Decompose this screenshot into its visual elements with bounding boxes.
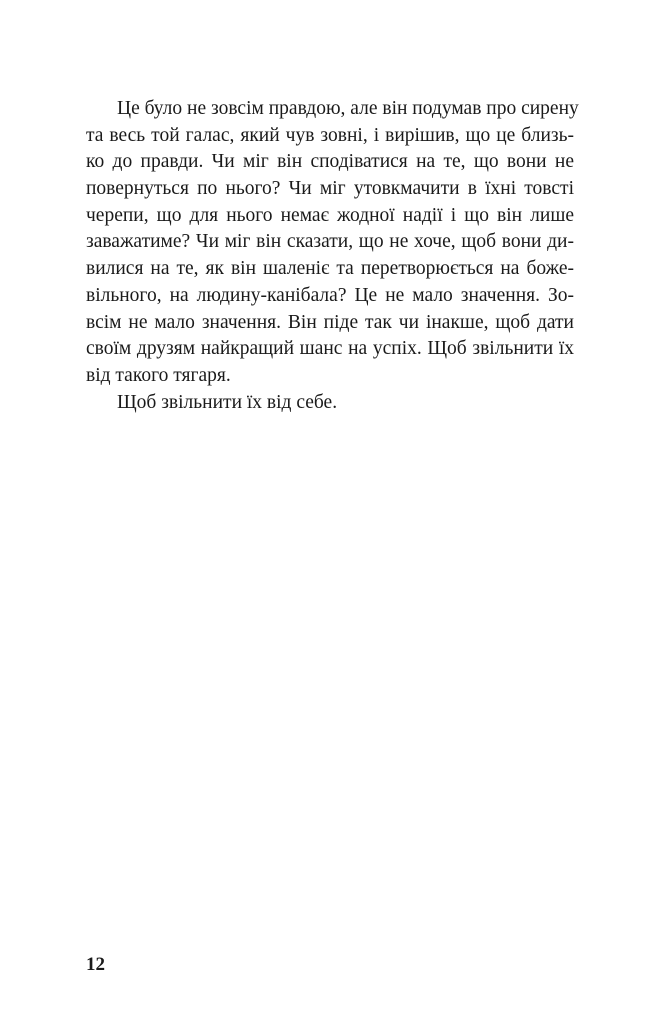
text-line: Це було не зовсім правдою, але він подумав про сирену [117,98,579,119]
text-line: та весь той галас, який чув зовні, і вирішив, що це близь- [86,124,574,146]
text-line: вільного, на людину-канібала? Це не мало значення. Зо- [86,284,574,306]
text-line: заважатиме? Чи міг він сказати, що не хоче, щоб вони ди- [86,231,574,253]
text-line: Щоб звільнити їх від себе. [117,391,338,413]
body-text [86,96,579,416]
page-number: 12 [86,954,105,975]
text-line: ко до правди. Чи міг він сподіватися на те, що вони не [86,151,574,173]
text-line: черепи, що для нього немає жодної надії і що він лише [86,204,574,226]
text-line: всім не мало значення. Він піде так чи інакше, щоб дати [86,311,574,333]
paragraph [86,390,574,417]
text-line: своїм друзям найкращий шанс на успіх. Щоб звільнити їх [86,338,574,360]
text-line: вилися на те, як він шаленіє та перетворюється на боже- [86,258,574,280]
text-line: повернуться по нього? Чи міг утовкмачити в їхні товсті [86,178,574,200]
text-line: від такого тягаря. [86,364,231,386]
paragraph [86,96,579,390]
